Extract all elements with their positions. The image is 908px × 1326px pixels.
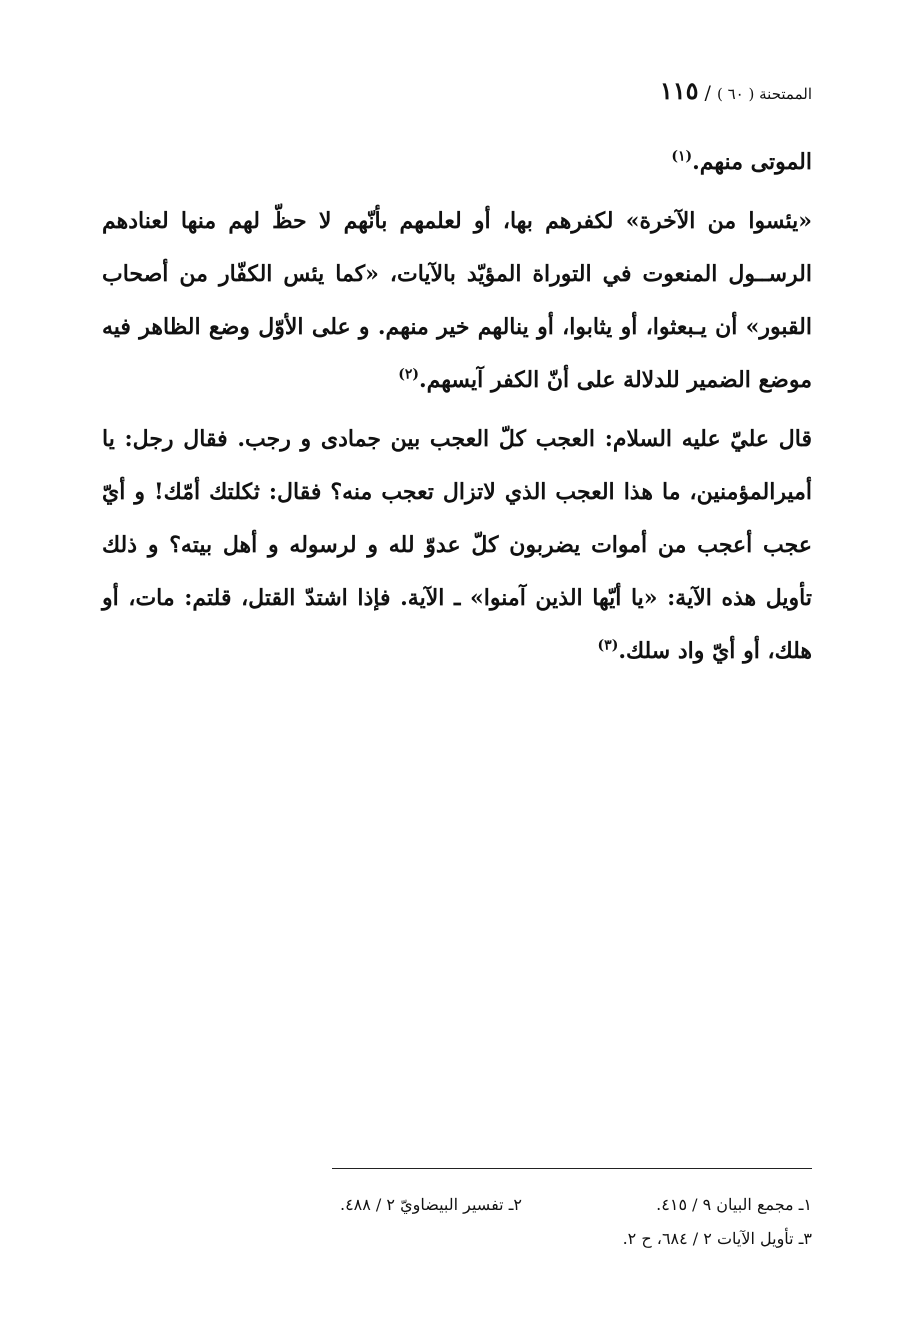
paragraph-2-text: «يئسوا من الآخرة» لكفرهم بها، أو لعلمهم بأنّهم لا حظّ لهم منها لعنادهم الرســول المنعوت في التوراة المؤيّد بالآيات، «كما يئس الكفّار من أصحاب القبور» أن يـبعثوا، أو يثابوا، أو ينالهم خير منهم. و على الأوّل وضع الظاهر فيه موضع الضمير للدلالة على أنّ الكفر آيسهم. — [102, 208, 812, 393]
body-text — [102, 136, 812, 684]
surah-name: الممتحنة ( ٦٠ ) — [717, 85, 812, 103]
footnote-row-2 — [102, 1222, 812, 1256]
header-separator: / — [698, 82, 717, 104]
paragraph-1 — [102, 136, 812, 189]
footnote-3: ٣ـ تأويل الآيات ٢ / ٦٨٤، ح ٢. — [622, 1229, 812, 1248]
footnote-ref-2: (٢) — [398, 366, 419, 383]
footnote-ref-3: (٣) — [597, 637, 619, 654]
paragraph-3-text: قال عليّ عليه السلام: العجب كلّ العجب بين جمادى و رجب. فقال رجل: يا أميرالمؤمنين، ما هذا العجب الذي لاتزال تعجب منه؟ فقال: ثكلتك أمّك! و أيّ عجب أعجب من أموات يضربون كلّ عدوّ لله و لرسوله و أهل بيته؟ و ذلك تأويل هذه الآية: «يا أيّها الذين آمنوا» ـ الآية. فإذا اشتدّ القتل، قلتم: مات، أو هلك، أو أيّ واد سلك. — [102, 426, 812, 664]
page-number: ١١٥ — [659, 76, 699, 105]
footnote-row-1 — [102, 1188, 812, 1222]
paragraph-2 — [102, 195, 812, 407]
footnote-ref-1: (١) — [671, 148, 693, 165]
running-header — [660, 76, 812, 105]
footnote-divider — [332, 1168, 812, 1169]
footnote-2: ٢ـ تفسير البيضاويّ ٢ / ٤٨٨. — [339, 1195, 522, 1214]
paragraph-1-text: الموتى منهم. — [692, 149, 812, 175]
footnotes — [102, 1188, 812, 1256]
footnote-1: ١ـ مجمع البيان ٩ / ٤١٥. — [656, 1195, 812, 1214]
paragraph-3 — [102, 413, 812, 678]
